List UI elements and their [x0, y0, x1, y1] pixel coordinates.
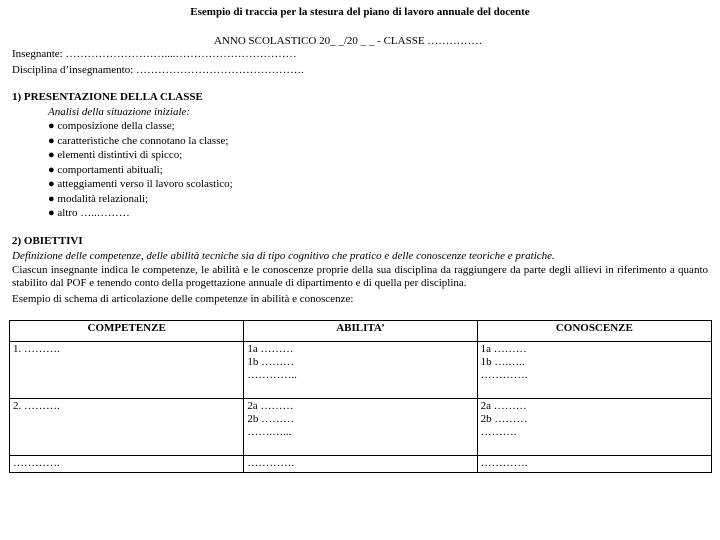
cell-line: ……….: [480, 426, 517, 438]
abilita-cell: [244, 342, 477, 399]
conoscenze-cell: [477, 456, 711, 473]
competenze-cell: 2. ……….: [10, 399, 244, 456]
list-item: ● atteggiamenti verso il lavoro scolastico;: [48, 178, 233, 190]
cell-line: ………….: [480, 457, 528, 469]
cell-line: 2b ………: [247, 413, 295, 425]
table-header-row: [10, 321, 712, 342]
list-item: ● caratteristiche che connotano la classe;: [48, 135, 229, 147]
competenze-cell: 1. ……….: [10, 342, 244, 399]
cell-line: 1b ….…..: [480, 356, 525, 368]
page-title: Esempio di traccia per la stesura del piano di lavoro annuale del docente: [190, 6, 530, 18]
list-item: ● composizione della classe;: [48, 120, 175, 132]
section-1-subheading: Analisi della situazione iniziale:: [48, 106, 191, 118]
list-item: ● elementi distintivi di spicco;: [48, 149, 183, 161]
header-competenze: COMPETENZE: [10, 321, 244, 342]
list-item: ● altro …..………: [48, 207, 130, 219]
school-year-line: ANNO SCOLASTICO 20_ _/20 _ _ - CLASSE ……………: [214, 35, 483, 47]
cell-line: 2a ………: [247, 400, 294, 412]
conoscenze-cell: [477, 399, 711, 456]
section-2-example: Esempio di schema di articolazione delle competenze in abilità e conoscenze:: [12, 293, 354, 305]
abilita-cell: [244, 456, 477, 473]
cell-line: …….…...: [247, 426, 292, 438]
section-1-heading: 1) PRESENTAZIONE DELLA CLASSE: [12, 91, 203, 103]
list-item: ● modalità relazionali;: [48, 193, 149, 205]
cell-line: 2a ………: [480, 400, 527, 412]
section-2-heading: 2) OBIETTIVI: [12, 235, 83, 247]
conoscenze-cell: [477, 342, 711, 399]
cell-line: 1b ………: [247, 356, 295, 368]
cell-line: 1a ………: [480, 343, 527, 355]
table-row: [10, 342, 712, 399]
competenze-cell: ………….: [10, 456, 244, 473]
cell-line: 2b ………: [480, 413, 528, 425]
header-conoscenze: CONOSCENZE: [477, 321, 711, 342]
list-item: ● comportamenti abituali;: [48, 164, 163, 176]
section-2-paragraph: Ciascun insegnante indica le competenze, le abilità e le conoscenze proprie della sua disciplina da raggiungere da parte degli allievi in riferimento a quanto stabilito dal POF e tenendo conto della progettazione annuale di dipartimento e di quella per disciplina.: [12, 264, 708, 289]
teacher-line: Insegnante: ………………………....……………………………: [12, 48, 297, 60]
cell-line: ………….: [480, 369, 528, 381]
cell-line: …………..: [247, 369, 297, 381]
abilita-cell: [244, 399, 477, 456]
subject-line: Disciplina d’insegnamento: ……………………………………….: [12, 64, 304, 76]
cell-line: 1a ………: [247, 343, 294, 355]
cell-line: ………….: [247, 457, 295, 469]
section-2-definition: Definizione delle competenze, delle abilità tecniche sia di tipo cognitivo che pratico e delle conoscenze teoriche e pratiche.: [12, 250, 555, 262]
table-row: [10, 456, 712, 473]
header-abilita: ABILITA’: [244, 321, 477, 342]
table-row: [10, 399, 712, 456]
competences-table: [9, 320, 712, 473]
